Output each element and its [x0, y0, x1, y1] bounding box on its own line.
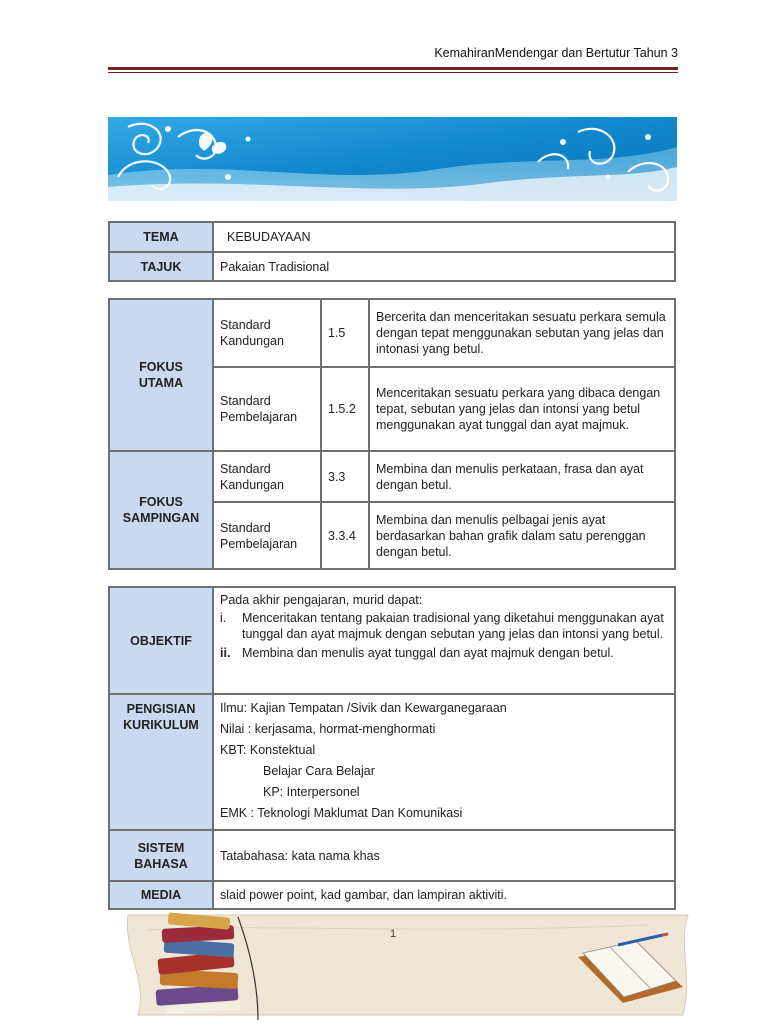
footer-decoration: [108, 905, 704, 1024]
tajuk-value: Pakaian Tradisional: [213, 252, 675, 281]
media-value: slaid power point, kad gambar, dan lampiran aktiviti.: [213, 881, 675, 909]
header-rule: [108, 67, 678, 70]
objektif-item-text: Menceritakan tentang pakaian tradisional yang diketahui menggunakan ayat tunggal dan ayat majmuk dengan sebutan yang jelas dan intonsi yang betul.: [242, 611, 664, 641]
standard-type: Standard Pembelajaran: [213, 367, 321, 451]
page-number: 1: [390, 928, 397, 940]
sistem-bahasa-value: Tatabahasa: kata nama khas: [213, 830, 675, 881]
header-rule-thin: [108, 72, 678, 73]
kurikulum-kbt: KBT: Konstektual: [220, 743, 316, 757]
identity-table: [108, 221, 676, 282]
objektif-item-text: Membina dan menulis ayat tunggal dan ayat majmuk dengan betul.: [242, 646, 614, 660]
sistem-row: [109, 830, 675, 881]
standard-type: Standard Kandungan: [213, 451, 321, 502]
kurikulum-kp: KP: Interpersonel: [263, 785, 360, 799]
swirl-banner-graphic: [108, 117, 677, 201]
standard-description: Membina dan menulis pelbagai jenis ayat berdasarkan bahan grafik dalam satu perenggan dengan betul.: [369, 502, 675, 569]
objektif-content: [213, 587, 675, 694]
objektif-row: [109, 587, 675, 694]
objektif-item-number: i.: [220, 611, 227, 625]
fokus-row: [109, 451, 675, 502]
fokus-row: [109, 299, 675, 367]
standard-code: 1.5.2: [321, 367, 369, 451]
standard-code: 1.5: [321, 299, 369, 367]
kurikulum-row: [109, 694, 675, 830]
standard-code: 3.3.4: [321, 502, 369, 569]
fokus-utama-label: FOKUS UTAMA: [109, 299, 213, 451]
sistem-bahasa-label: SISTEM BAHASA: [109, 830, 213, 881]
kurikulum-nilai: Nilai : kerjasama, hormat-menghormati: [220, 722, 436, 736]
objektif-item: [220, 645, 668, 661]
parchment-footer-graphic: [108, 905, 704, 1024]
kurikulum-ilmu: Ilmu: Kajian Tempatan /Sivik dan Kewarganegaraan: [220, 701, 507, 715]
media-label: MEDIA: [109, 881, 213, 909]
tema-value: KEBUDAYAAN: [213, 222, 675, 252]
tema-row: [109, 222, 675, 252]
tajuk-label: TAJUK: [109, 252, 213, 281]
standard-description: Bercerita dan menceritakan sesuatu perkara semula dengan tepat menggunakan sebutan yang jelas dan intonasi yang betul.: [369, 299, 675, 367]
kurikulum-label: PENGISIAN KURIKULUM: [109, 694, 213, 830]
fokus-sampingan-label: FOKUS SAMPINGAN: [109, 451, 213, 569]
details-table: [108, 586, 676, 910]
standard-type: Standard Kandungan: [213, 299, 321, 367]
standard-description: Menceritakan sesuatu perkara yang dibaca dengan tepat, sebutan yang jelas dan intonsi yang betul menggunakan ayat tunggal dan ayat majmuk.: [369, 367, 675, 451]
standard-description: Membina dan menulis perkataan, frasa dan ayat dengan betul.: [369, 451, 675, 502]
page-header-title: KemahiranMendengar dan Bertutur Tahun 3: [434, 46, 678, 60]
objektif-item: [220, 610, 668, 642]
kurikulum-kbt-item: Belajar Cara Belajar: [263, 764, 375, 778]
objektif-intro: Pada akhir pengajaran, murid dapat:: [220, 593, 423, 607]
tajuk-row: [109, 252, 675, 281]
objektif-item-number: ii.: [220, 646, 231, 660]
standard-code: 3.3: [321, 451, 369, 502]
kurikulum-content: [213, 694, 675, 830]
standard-type: Standard Pembelajaran: [213, 502, 321, 569]
decorative-banner: [108, 117, 677, 201]
kurikulum-emk: EMK : Teknologi Maklumat Dan Komunikasi: [220, 806, 463, 820]
objektif-label: OBJEKTIF: [109, 587, 213, 694]
tema-label: TEMA: [109, 222, 213, 252]
fokus-table: [108, 298, 676, 570]
